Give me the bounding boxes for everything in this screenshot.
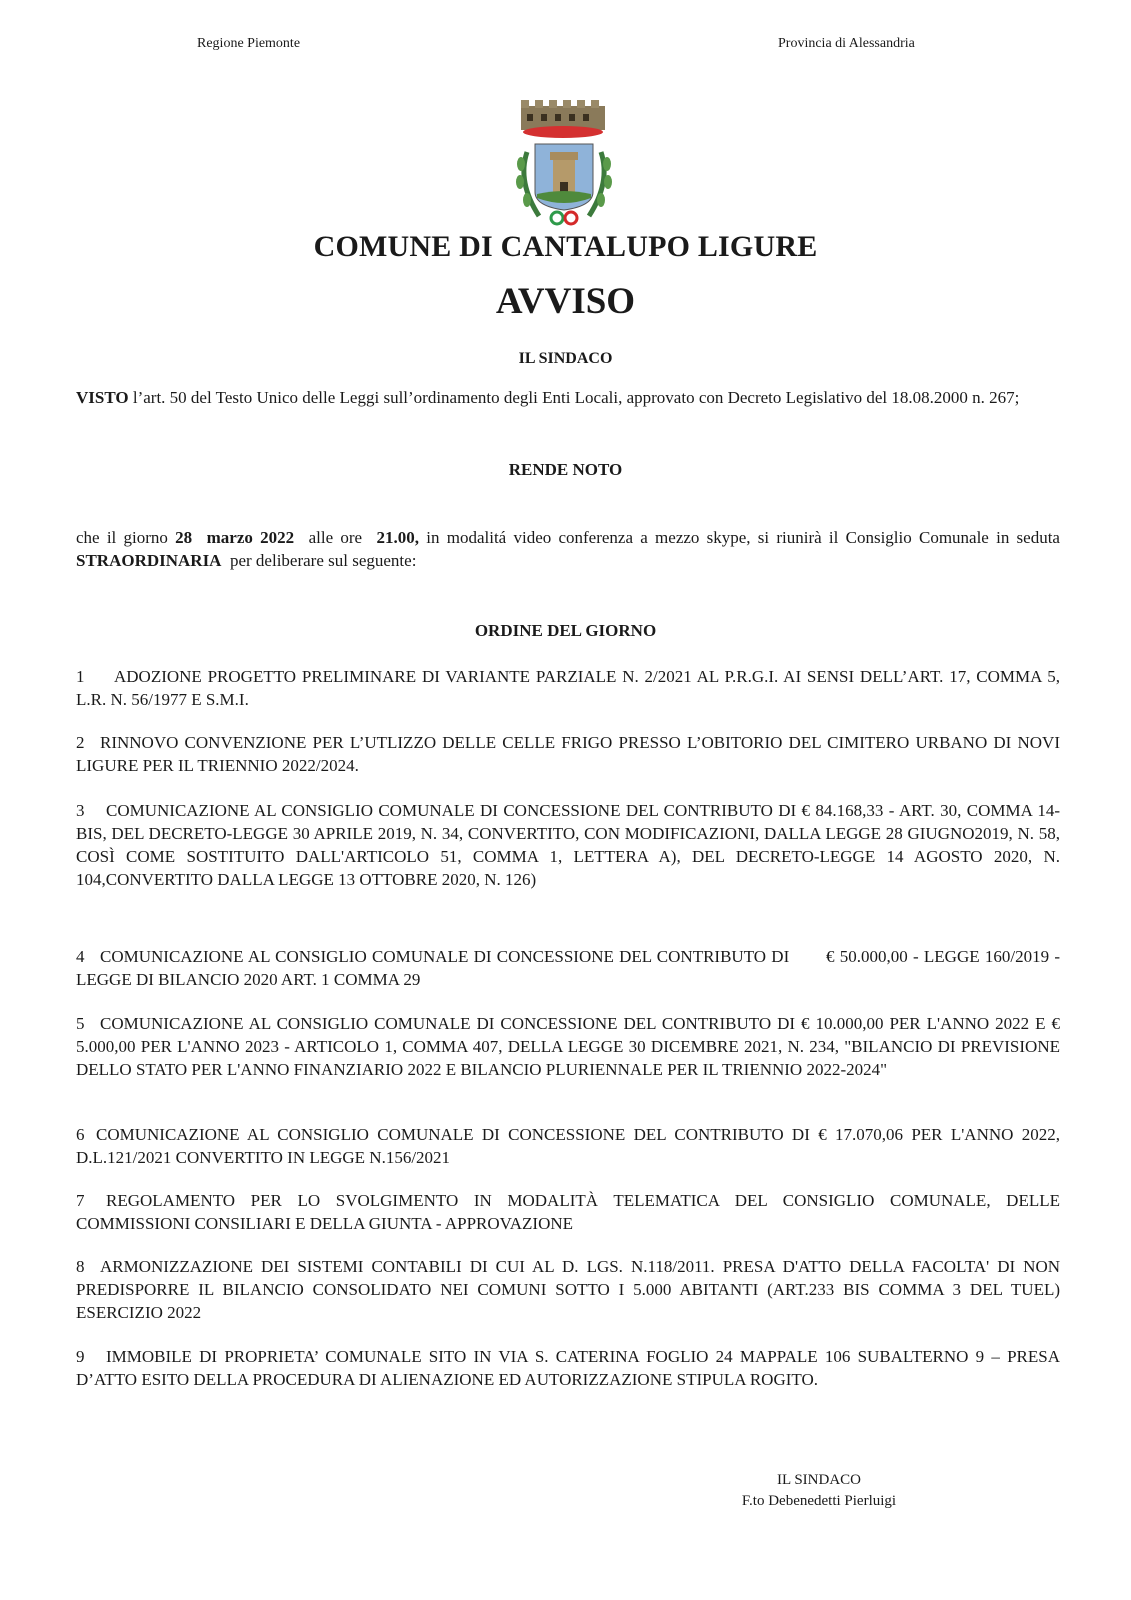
coat-of-arms-icon — [505, 92, 623, 230]
agenda-item — [76, 731, 1060, 777]
announcement-text: che il giorno — [76, 528, 176, 547]
page-title: COMUNE DI CANTALUPO LIGURE — [313, 230, 818, 263]
rende-noto-heading: RENDE NOTO — [508, 460, 623, 479]
issuer-heading: IL SINDACO — [518, 350, 613, 367]
agenda-item — [76, 1255, 1060, 1324]
announcement-text: per deliberare sul seguente: — [221, 551, 417, 570]
agenda-item-text: COMUNICAZIONE AL CONSIGLIO COMUNALE DI CONCESSIONE DEL CONTRIBUTO DI € 17.070,06 PER L'ANNO 2022, D.L.121/2021 CONVERTITO IN LEGGE N.156/2021 — [76, 1125, 1060, 1167]
agenda-heading: ORDINE DEL GIORNO — [474, 621, 657, 640]
visto-lead: VISTO — [76, 388, 129, 407]
announcement-paragraph — [76, 526, 1060, 572]
agenda-item-number: 1 — [76, 667, 85, 686]
agenda-item-number: 7 — [76, 1191, 85, 1210]
agenda-item-number: 4 — [76, 947, 85, 966]
header-region: Regione Piemonte — [197, 36, 301, 51]
agenda-item-number: 8 — [76, 1257, 85, 1276]
agenda-item-number: 3 — [76, 801, 85, 820]
agenda-item-text: IMMOBILE DI PROPRIETA’ COMUNALE SITO IN VIA S. CATERINA FOGLIO 24 MAPPALE 106 SUBALTERNO 9 – PRESA D’ATTO ESITO DELLA PROCEDURA DI ALIENAZIONE ED AUTORIZZAZIONE STIPULA ROGITO. — [76, 1347, 1060, 1389]
agenda-item — [76, 1189, 1060, 1235]
agenda-item-text: COMUNICAZIONE AL CONSIGLIO COMUNALE DI CONCESSIONE DEL CONTRIBUTO DI € 10.000,00 PER L'ANNO 2022 E € 5.000,00 PER L'ANNO 2023 - ARTICOLO 1, COMMA 407, DELLA LEGGE 30 DICEMBRE 2021, N. 234, "BILANCIO DI PREVISIONE DELLO STATO PER L'ANNO FINANZIARIO 2022 E BILANCIO PLURIENNALE PER IL TRIENNIO 2022-2024" — [76, 1014, 1060, 1079]
agenda-item — [76, 945, 1065, 991]
agenda-item-text: ARMONIZZAZIONE DEI SISTEMI CONTABILI DI CUI AL D. LGS. N.118/2011. PRESA D'ATTO DELLA FACOLTA' DI NON PREDISPORRE IL BILANCIO CONSOLIDATO NEI COMUNI SOTTO I 5.000 ABITANTI (ART.233 BIS COMMA 3 DEL TUEL) ESERCIZIO 2022 — [76, 1257, 1060, 1322]
agenda-item-text: COMUNICAZIONE AL CONSIGLIO COMUNALE DI CONCESSIONE DEL CONTRIBUTO DI € 50.000,00 - LEGGE 160/2019 - LEGGE DI BILANCIO 2020 ART. 1 COMMA 29 — [76, 947, 1065, 989]
agenda-item — [76, 799, 1060, 891]
agenda-item-number: 6 — [76, 1125, 85, 1144]
header-province: Provincia di Alessandria — [778, 36, 915, 51]
agenda-item-text: REGOLAMENTO PER LO SVOLGIMENTO IN MODALITÀ TELEMATICA DEL CONSIGLIO COMUNALE, DELLE COMMISSIONI CONSILIARI E DELLA GIUNTA - APPROVAZIONE — [76, 1191, 1060, 1233]
visto-text: l’art. 50 del Testo Unico delle Leggi sull’ordinamento degli Enti Locali, approvato con Decreto Legislativo del 18.08.2000 n. 267; — [128, 388, 1020, 407]
agenda-item-text: ADOZIONE PROGETTO PRELIMINARE DI VARIANTE PARZIALE N. 2/2021 AL P.R.G.I. AI SENSI DELL’ART. 17, COMMA 5, L.R. N. 56/1977 E S.M.I. — [76, 667, 1060, 709]
announcement-text: alle ore — [294, 528, 377, 547]
agenda-item-text: COMUNICAZIONE AL CONSIGLIO COMUNALE DI CONCESSIONE DEL CONTRIBUTO DI € 84.168,33 - ART. 30, COMMA 14-BIS, DEL DECRETO-LEGGE 30 APRILE 2019, N. 34, CONVERTITO, CON MODIFICAZIONI, DALLA LEGGE 28 GIUGNO2019, N. 58, COSÌ COME SOSTITUITO DALL'ARTICOLO 51, COMMA 1, LETTERA A), DEL DECRETO-LEGGE 14 AGOSTO 2020, N. 104,CONVERTITO DALLA LEGGE 13 OTTOBRE 2020, N. 126) — [76, 801, 1060, 889]
session-type: STRAORDINARIA — [76, 551, 222, 570]
agenda-item-text: RINNOVO CONVENZIONE PER L’UTLIZZO DELLE CELLE FRIGO PRESSO L’OBITORIO DEL CIMITERO URBANO DI NOVI LIGURE PER IL TRIENNIO 2022/2024. — [76, 733, 1060, 775]
agenda-item — [76, 1012, 1060, 1081]
signature-name: F.to Debenedetti Pierluigi — [741, 1493, 897, 1509]
agenda-item — [76, 1345, 1060, 1391]
visto-paragraph — [76, 386, 1060, 409]
agenda-item — [76, 1123, 1060, 1169]
meeting-time: 21.00, — [376, 528, 420, 547]
document-subtitle: AVVISO — [495, 281, 636, 322]
meeting-date: 28 marzo 2022 — [175, 528, 295, 547]
announcement-text: in modalitá video conferenza a mezzo skype, si riunirà il Consiglio Comunale in seduta — [419, 528, 1060, 547]
agenda-item — [76, 665, 1060, 711]
signature-role: IL SINDACO — [776, 1472, 862, 1488]
agenda-item-number: 2 — [76, 733, 85, 752]
agenda-item-number: 5 — [76, 1014, 85, 1033]
agenda-item-number: 9 — [76, 1347, 85, 1366]
